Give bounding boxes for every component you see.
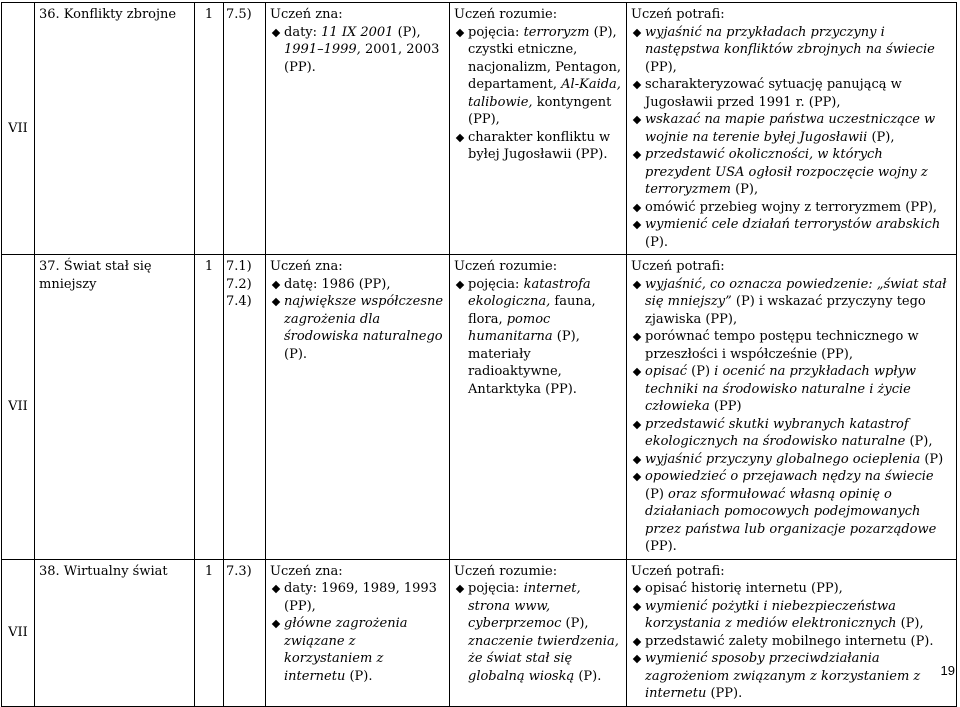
can-do-heading: Uczeń potrafi: <box>631 259 725 274</box>
knows-text: datę: 1986 (PP), <box>284 276 391 292</box>
table-row <box>2 559 957 706</box>
understands-text: (P). <box>574 668 602 684</box>
requirements-cell <box>224 255 266 560</box>
knows-text: największe współczesne zagrożenia dla środowiska naturalnego <box>284 294 444 344</box>
can-do-text: (PP) <box>709 399 742 414</box>
can-do-text: wyjaśnić na przykładach przyczyny i następstwa konfliktów zbrojnych na świecie <box>645 24 935 57</box>
understands-text: pomoc humanitarna <box>468 311 553 344</box>
knows-cell <box>266 3 450 255</box>
understands-text: (P), <box>561 616 589 631</box>
can-do-text: opisać historię internetu (PP), <box>645 581 843 596</box>
understands-text: (P), materiały radioaktywne, Antarktyka (PP). <box>468 329 580 397</box>
can-do-text: (P) <box>645 486 669 502</box>
can-do-text: wskazać na mapie państwa uczestniczące w wojnie na terenie byłej Jugosławii <box>645 112 936 145</box>
can-do-text: wymienić cele działań terrorystów arabskich <box>645 217 941 232</box>
can-do-item <box>631 328 952 363</box>
can-do-text: (P) <box>687 364 715 379</box>
grade-cell: VII <box>2 255 35 560</box>
knows-text: 11 IX 2001 <box>321 24 394 40</box>
knows-heading: Uczeń zna: <box>270 563 343 579</box>
curriculum-table-body <box>2 3 957 707</box>
can-do-cell <box>627 559 957 706</box>
understands-text: charakter konfliktu w byłej Jugosławii (PP). <box>468 129 611 162</box>
understands-cell <box>450 3 627 255</box>
understands-text: terroryzm <box>523 24 590 40</box>
understands-text: fauna, flora, <box>468 294 596 327</box>
knows-item <box>270 24 445 77</box>
can-do-text: przedstawić okoliczności, w których prezydent USA ogłosił rozpoczęcie wojny z terroryzmem <box>645 147 928 197</box>
can-do-heading: Uczeń potrafi: <box>631 563 725 579</box>
can-do-item <box>631 580 952 598</box>
can-do-text: (P), <box>867 129 895 145</box>
understands-list <box>454 24 622 164</box>
can-do-text: (PP). <box>645 539 677 554</box>
understands-text: pojęcia: <box>468 581 524 596</box>
knows-item <box>270 293 445 363</box>
hours-cell: 1 <box>195 3 224 255</box>
knows-text: (P). <box>345 668 373 684</box>
requirement-ref: 7.3) <box>226 563 252 579</box>
understands-text: pojęcia: <box>468 276 524 292</box>
requirement-ref: 7.2) <box>226 276 252 292</box>
can-do-item <box>631 24 952 77</box>
can-do-item <box>631 111 952 146</box>
understands-text: Al-Kaida, talibowie, <box>468 77 621 110</box>
can-do-item <box>631 146 952 199</box>
can-do-text: scharakteryzować sytuację panującą w Jugosławii przed 1991 r. (PP), <box>645 77 902 110</box>
knows-text: daty: 1969, 1989, 1993 (PP), <box>284 581 437 614</box>
understands-heading: Uczeń rozumie: <box>454 7 558 22</box>
can-do-text: wymienić pożytki i niebezpieczeństwa korzystania z mediów elektronicznych <box>645 598 897 631</box>
requirement-ref: 7.5) <box>226 7 252 22</box>
table-row <box>2 255 957 560</box>
can-do-text: (PP), <box>645 59 677 75</box>
hours-cell: 1 <box>195 559 224 706</box>
knows-item <box>270 615 445 685</box>
understands-heading: Uczeń rozumie: <box>454 259 558 274</box>
knows-list <box>270 24 445 77</box>
understands-item <box>454 276 622 399</box>
knows-list <box>270 580 445 685</box>
can-do-text: (P), <box>896 616 924 631</box>
knows-list <box>270 276 445 364</box>
knows-text: daty: <box>284 24 322 40</box>
grade-cell: VII <box>2 3 35 255</box>
topic-cell: 37. Świat stał się mniejszy <box>35 255 195 560</box>
can-do-item <box>631 598 952 633</box>
can-do-text: przedstawić zalety mobilnego internetu (P). <box>645 633 934 649</box>
knows-text: 1991–1999, <box>284 42 361 57</box>
requirements-cell <box>224 559 266 706</box>
understands-text: kontyngent (PP), <box>468 94 612 127</box>
understands-item <box>454 129 622 164</box>
can-do-item <box>631 468 952 556</box>
understands-list <box>454 276 622 399</box>
can-do-cell <box>627 3 957 255</box>
can-do-item <box>631 650 952 703</box>
can-do-item <box>631 363 952 416</box>
can-do-text: opisać <box>645 364 688 379</box>
can-do-text: (P), <box>905 434 933 449</box>
can-do-text: (P) <box>920 451 944 467</box>
can-do-text: oraz sformułować własną opinię o działaniach pomocowych podejmowanych przez państwa lub organizacje pozarządowe <box>645 486 937 537</box>
can-do-text: wymienić sposoby przeciwdziałania zagrożeniom związanym z korzystaniem z internetu <box>645 651 921 701</box>
can-do-list <box>631 24 952 252</box>
knows-text: (P). <box>284 346 308 362</box>
requirement-ref: 7.4) <box>226 294 252 309</box>
can-do-item <box>631 276 952 329</box>
understands-text: internet, strona www, cyberprzemoc <box>468 581 581 631</box>
knows-text: główne zagrożenia związane z korzystaniem z internetu <box>284 616 408 684</box>
can-do-list <box>631 580 952 703</box>
understands-item <box>454 580 622 685</box>
knows-item <box>270 276 445 294</box>
hours-cell: 1 <box>195 255 224 560</box>
can-do-text: omówić przebieg wojny z terroryzmem (PP), <box>645 199 938 215</box>
can-do-text: wyjaśnić przyczyny globalnego ocieplenia <box>645 451 921 467</box>
understands-text: katastrofa ekologiczna, <box>468 276 591 309</box>
can-do-item <box>631 76 952 111</box>
knows-item <box>270 580 445 615</box>
can-do-text: porównać tempo postępu technicznego w przeszłości i współcześnie (PP), <box>645 329 919 362</box>
can-do-text: (P), <box>730 182 759 197</box>
topic-cell: 38. Wirtualny świat <box>35 559 195 706</box>
knows-heading: Uczeń zna: <box>270 259 343 274</box>
can-do-item <box>631 199 952 217</box>
table-row <box>2 3 957 255</box>
grade-cell: VII <box>2 559 35 706</box>
can-do-text: (PP). <box>706 686 743 701</box>
understands-text: znaczenie twierdzenia, że świat stał się globalną wioską <box>468 633 619 684</box>
requirements-cell <box>224 3 266 255</box>
can-do-text: przedstawić skutki wybranych katastrof ekologicznych na środowisko naturalne <box>645 416 909 449</box>
can-do-list <box>631 276 952 556</box>
understands-list <box>454 580 622 685</box>
can-do-item <box>631 451 952 469</box>
can-do-item <box>631 216 952 251</box>
understands-text: pojęcia: <box>468 24 524 40</box>
can-do-text: wyjaśnić, co oznacza powiedzenie: „świat stał się mniejszy” <box>645 276 947 309</box>
understands-text: (P), czystki etniczne, nacjonalizm, Pentagon, departament, <box>468 24 621 92</box>
can-do-text: opowiedzieć o przejawach nędzy na świecie <box>645 469 934 484</box>
knows-heading: Uczeń zna: <box>270 7 343 22</box>
page-number: 19 <box>940 663 955 678</box>
can-do-heading: Uczeń potrafi: <box>631 7 725 22</box>
understands-heading: Uczeń rozumie: <box>454 563 558 579</box>
knows-cell <box>266 559 450 706</box>
can-do-text: (P). <box>645 234 669 250</box>
can-do-text: (P) i wskazać przyczyny tego zjawiska (PP), <box>645 294 926 327</box>
knows-text: (P), <box>393 24 421 40</box>
understands-cell <box>450 255 627 560</box>
topic-cell: 36. Konflikty zbrojne <box>35 3 195 255</box>
understands-cell <box>450 559 627 706</box>
knows-text: 2001, 2003 (PP). <box>284 42 440 75</box>
can-do-item <box>631 633 952 651</box>
understands-item <box>454 24 622 129</box>
can-do-item <box>631 416 952 451</box>
requirement-ref: 7.1) <box>226 259 252 274</box>
knows-cell <box>266 255 450 560</box>
curriculum-table <box>1 2 957 707</box>
can-do-text: i ocenić na przykładach wpływ techniki na środowisko naturalne i życie człowieka <box>645 364 917 414</box>
can-do-cell <box>627 255 957 560</box>
